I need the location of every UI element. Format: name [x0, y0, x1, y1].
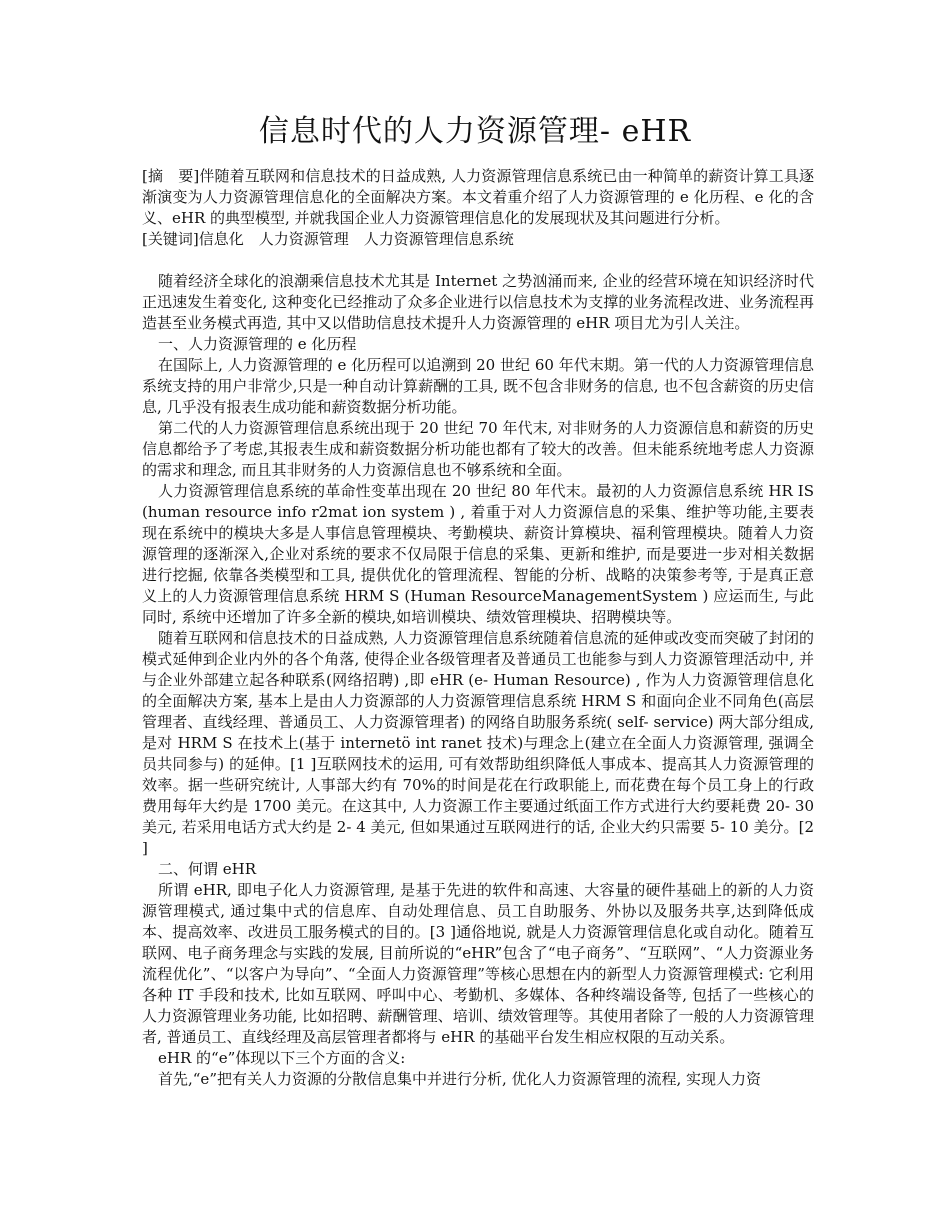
paragraph: 第二代的人力资源管理信息系统出现于 20 世纪 70 年代末, 对非财务的人力资源信息和薪资的历史信息都给予了考虑,其报表生成和薪资数据分析功能也都有了较大的改善。但未能系统地考虑人力资源的需求和理念, 而且其非财务的人力资源信息也不够系统和全面。 — [142, 419, 814, 479]
document-body — [142, 166, 814, 1090]
section-heading-1: 一、人力资源管理的 e 化历程 — [158, 335, 357, 353]
intro-paragraph: 随着经济全球化的浪潮乘信息技术尤其是 Internet 之势汹涌而来, 企业的经营环境在知识经济时代正迅速发生着变化, 这种变化已经推动了众多企业进行以信息技术为支撑的业务流程改进、业务流程再造甚至业务模式再造, 其中又以借助信息技术提升人力资源管理的 eHR 项目尤为引人关注。 — [142, 272, 814, 332]
paragraph: eHR 的“e”体现以下三个方面的含义: — [158, 1049, 406, 1067]
paragraph: 在国际上, 人力资源管理的 e 化历程可以追溯到 20 世纪 60 年代末期。第一代的人力资源管理信息系统支持的用户非常少,只是一种自动计算薪酬的工具, 既不包含非财务的信息, 也不包含薪资的历史信息, 几乎没有报表生成功能和薪资数据分析功能。 — [142, 356, 814, 416]
paragraph: 随着互联网和信息技术的日益成熟, 人力资源管理信息系统随着信息流的延伸或改变而突破了封闭的模式延伸到企业内外的各个角落, 使得企业各级管理者及普通员工也能参与到人力资源管理活动中, 并与企业外部建立起各种联系(网络招聘) ,即 eHR (e- Human Resource) , 作为人力资源管理信息化的全面解决方案, 基本上是由人力资源部的人力资源管理信息系统 HRM S 和面向企业不同角色(高层管理者、直线经理、普通员工、人力资源管理者) 的网络自助服务系统( self- service) 两大部分组成, 是对 HRM S 在技术上(基于 internetö int ranet 技术)与理念上(建立在全面人力资源管理, 强调全员共同参与) 的延伸。[1 ]互联网技术的运用, 可有效帮助组织降低人事成本、提高其人力资源管理的效率。据一些研究统计, 人事部大约有 70%的时间是花在行政职能上, 而花费在每个员工身上的行政费用每年大约是 1700 美元。在这其中, 人力资源工作主要通过纸面工作方式进行大约要耗费 20- 30 美元, 若采用电话方式大约是 2- 4 美元, 但如果通过互联网进行的话, 企业大约只需要 5- 10 美分。[2 ] — [142, 629, 814, 857]
abstract: [摘 要]伴随着互联网和信息技术的日益成熟, 人力资源管理信息系统已由一种简单的薪资计算工具逐渐演变为人力资源管理信息化的全面解决方案。本文着重介绍了人力资源管理的 e 化历程、e 化的含义、eHR 的典型模型, 并就我国企业人力资源管理信息化的发展现状及其问题进行分析。 — [142, 167, 814, 227]
paragraph: 人力资源管理信息系统的革命性变革出现在 20 世纪 80 年代末。最初的人力资源信息系统 HR IS (human resource info r2mat ion system ) , 着重于对人力资源信息的采集、维护等功能,主要表现在系统中的模块大多是人事信息管理模块、考勤模块、薪资计算模块、福利管理模块。随着人力资源管理的逐渐深入,企业对系统的要求不仅局限于信息的采集、更新和维护, 而是要进一步对相关数据进行挖掘, 依靠各类模型和工具, 提供优化的管理流程、智能的分析、战略的决策参考等, 于是真正意义上的人力资源管理信息系统 HRM S (Human ResourceManagementSystem ) 应运而生, 与此同时, 系统中还增加了许多全新的模块,如培训模块、绩效管理模块、招聘模块等。 — [142, 482, 814, 626]
spacer — [142, 250, 814, 271]
paragraph: 首先,“e”把有关人力资源的分散信息集中并进行分析, 优化人力资源管理的流程, 实现人力资 — [158, 1070, 762, 1088]
paragraph: 所谓 eHR, 即电子化人力资源管理, 是基于先进的软件和高速、大容量的硬件基础上的新的人力资源管理模式, 通过集中式的信息库、自动处理信息、员工自助服务、外协以及服务共享,达到降低成本、提高效率、改进员工服务模式的目的。[3 ]通俗地说, 就是人力资源管理信息化或自动化。随着互联网、电子商务理念与实践的发展, 目前所说的“eHR”包含了“电子商务”、“互联网”、“人力资源业务流程优化”、“以客户为导向”、“全面人力资源管理”等核心思想在内的新型人力资源管理模式: 它利用各种 IT 手段和技术, 比如互联网、呼叫中心、考勤机、多媒体、各种终端设备等, 包括了一些核心的人力资源管理业务功能, 比如招聘、薪酬管理、培训、绩效管理等。其使用者除了一般的人力资源管理者, 普通员工、直线经理及高层管理者都将与 eHR 的基础平台发生相应权限的互动关系。 — [142, 881, 814, 1046]
keywords: [关键词]信息化 人力资源管理 人力资源管理信息系统 — [142, 230, 514, 248]
section-heading-2: 二、何谓 eHR — [158, 860, 257, 878]
document-title: 信息时代的人力资源管理- eHR — [258, 114, 692, 149]
